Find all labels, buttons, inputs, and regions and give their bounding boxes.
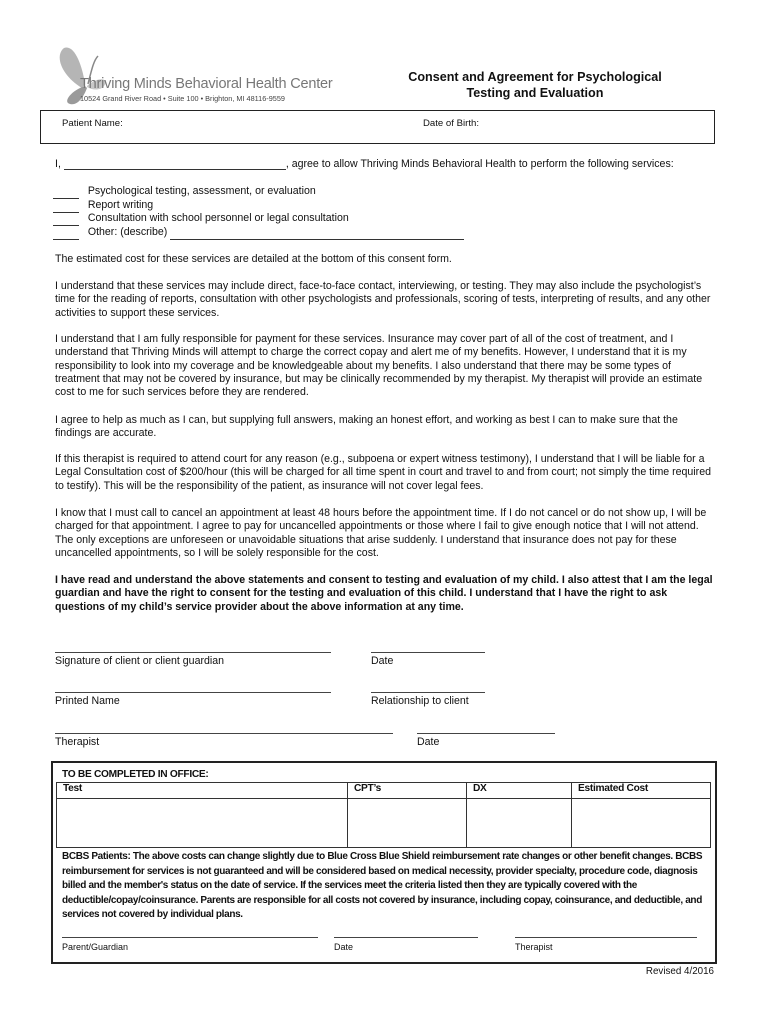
bcbs-notice: BCBS Patients: The above costs can change slightly due to Blue Cross Blue Shield reimbursement rate changes or other benefit changes. BCBS reimbursement for services is not guaranteed and will be considered based on medical necessity, provider specialty, procedure code, diagnosis billed and the member's status on the date of service. If the services meet the criteria listed then they are typically covered with the deductible/copay/coinsurance. Parents are responsible for all costs not covered by insurance, including copay, coinsurance, and deductible, and services not covered by individual plans. <box>62 851 703 920</box>
office-cost-table <box>56 782 711 848</box>
service-label: Other: (describe) <box>87 226 168 238</box>
test-cell[interactable] <box>57 799 348 848</box>
estimated-cost-cell[interactable] <box>572 799 711 848</box>
office-therapist-label: Therapist <box>515 942 553 952</box>
cpt-cell[interactable] <box>348 799 467 848</box>
paragraph: If this therapist is required to attend court for any reason (e.g., subpoena or expert witness testimony), I understand that I will be liable for a Legal Consultation cost of $200/hour (this will be charged for all time spent in court and travel to and from court; not simply the time required to testify). This will be the responsibility of the patient, as insurance will not cover legal fees. <box>55 453 711 492</box>
service-check-blank[interactable] <box>53 228 79 240</box>
patient-name-field[interactable] <box>140 114 410 128</box>
service-item <box>53 226 464 240</box>
office-title: TO BE COMPLETED IN OFFICE: <box>62 769 209 780</box>
relationship-line[interactable] <box>371 692 485 693</box>
intro-prefix: I, <box>55 158 61 170</box>
column-header-dx: DX <box>467 783 572 799</box>
printed-name-line[interactable] <box>55 692 331 693</box>
table-header-row <box>57 783 711 799</box>
dx-cell[interactable] <box>467 799 572 848</box>
printed-name-label: Printed Name <box>55 695 120 707</box>
date-label: Date <box>371 655 394 667</box>
office-date-label: Date <box>334 942 354 952</box>
org-name: Thriving Minds Behavioral Health Center <box>80 76 333 92</box>
signature-line[interactable] <box>55 652 331 653</box>
office-therapist-line[interactable] <box>515 937 697 938</box>
service-item <box>53 185 316 199</box>
office-date-line[interactable] <box>334 937 478 938</box>
service-item <box>53 212 349 226</box>
therapist-label: Therapist <box>55 736 100 748</box>
patient-name-label: Patient Name: <box>62 118 123 129</box>
title-line-2: Testing and Evaluation <box>466 86 604 100</box>
consent-statement: I have read and understand the above statements and consent to testing and evaluation of my child. I also attest that I am the legal guardian and have the right to consent for the testing and evaluation of this child. I understand that I have the right to ask questions of my child’s service provider about the above information at any time. <box>55 574 713 613</box>
dob-field[interactable] <box>495 114 705 128</box>
column-header-estimated-cost: Estimated Cost <box>572 783 711 799</box>
intro-suffix: , agree to allow Thriving Minds Behavioral Health to perform the following services: <box>285 158 674 170</box>
column-header-test: Test <box>57 783 348 799</box>
paragraph: I understand that I am fully responsible for payment for these services. Insurance may cover part of all of the cost of treatment, and I understand that Thriving Minds will attempt to charge the correct copay and alert me of my benefits. However, I understand that it is my responsibility to look into my coverage and be knowledgeable about my benefits. I also understand that there may be some types of treatment that may not be covered by insurance, but may be clinically recommended by my therapist. My therapist will provide an estimate cost to me for such services before they are rendered. <box>55 333 703 399</box>
title-line-1: Consent and Agreement for Psychological <box>408 70 662 84</box>
signature-label: Signature of client or client guardian <box>55 655 225 667</box>
parent-guardian-label: Parent/Guardian <box>62 942 129 952</box>
paragraph: The estimated cost for these services are detailed at the bottom of this consent form. <box>55 253 452 265</box>
date-line[interactable] <box>371 652 485 653</box>
service-check-blank[interactable] <box>53 214 79 226</box>
column-header-cpt: CPT’s <box>348 783 467 799</box>
parent-signature-line[interactable] <box>62 937 318 938</box>
dob-label: Date of Birth: <box>423 118 479 129</box>
intro-line <box>55 158 674 170</box>
therapist-date-label: Date <box>417 736 440 748</box>
paragraph: I understand that these services may include direct, face-to-face contact, interviewing, or testing. They may also include the psychologist’s time for the reading of reports, consultation with other psychologists and professionals, scoring of tests, interpreting of results, and any other activities to support these services. <box>55 280 711 319</box>
therapist-line[interactable] <box>55 733 393 734</box>
page-title <box>360 69 710 101</box>
relationship-label: Relationship to client <box>371 695 469 707</box>
paragraph: I know that I must call to cancel an appointment at least 48 hours before the appointment time. If I do not cancel or do not show up, I will be charged for that appointment. I agree to pay for uncancelled appointments or those where I fail to give enough notice that I will not attend. The only exceptions are unforeseen or unavoidable situations that arise suddenly. I understand that insurance does not pay for these uncancelled appointments, so I will be solely responsible for the cost. <box>55 507 707 559</box>
service-check-blank[interactable] <box>53 201 79 213</box>
table-row <box>57 799 711 848</box>
service-label: Psychological testing, assessment, or evaluation <box>87 185 316 197</box>
service-item <box>53 199 153 213</box>
revision-date: Revised 4/2016 <box>645 966 714 977</box>
service-label: Consultation with school personnel or legal consultation <box>87 212 349 224</box>
therapist-date-line[interactable] <box>417 733 555 734</box>
paragraph: I agree to help as much as I can, but supplying full answers, making an honest effort, and working as best I can to make sure that the findings are accurate. <box>55 414 678 440</box>
client-name-blank[interactable] <box>64 158 286 170</box>
service-label: Report writing <box>87 199 154 211</box>
service-check-blank[interactable] <box>53 187 79 199</box>
other-describe-blank[interactable] <box>170 228 464 240</box>
org-address: 10524 Grand River Road • Suite 100 • Brighton, MI 48116-9559 <box>80 94 285 103</box>
